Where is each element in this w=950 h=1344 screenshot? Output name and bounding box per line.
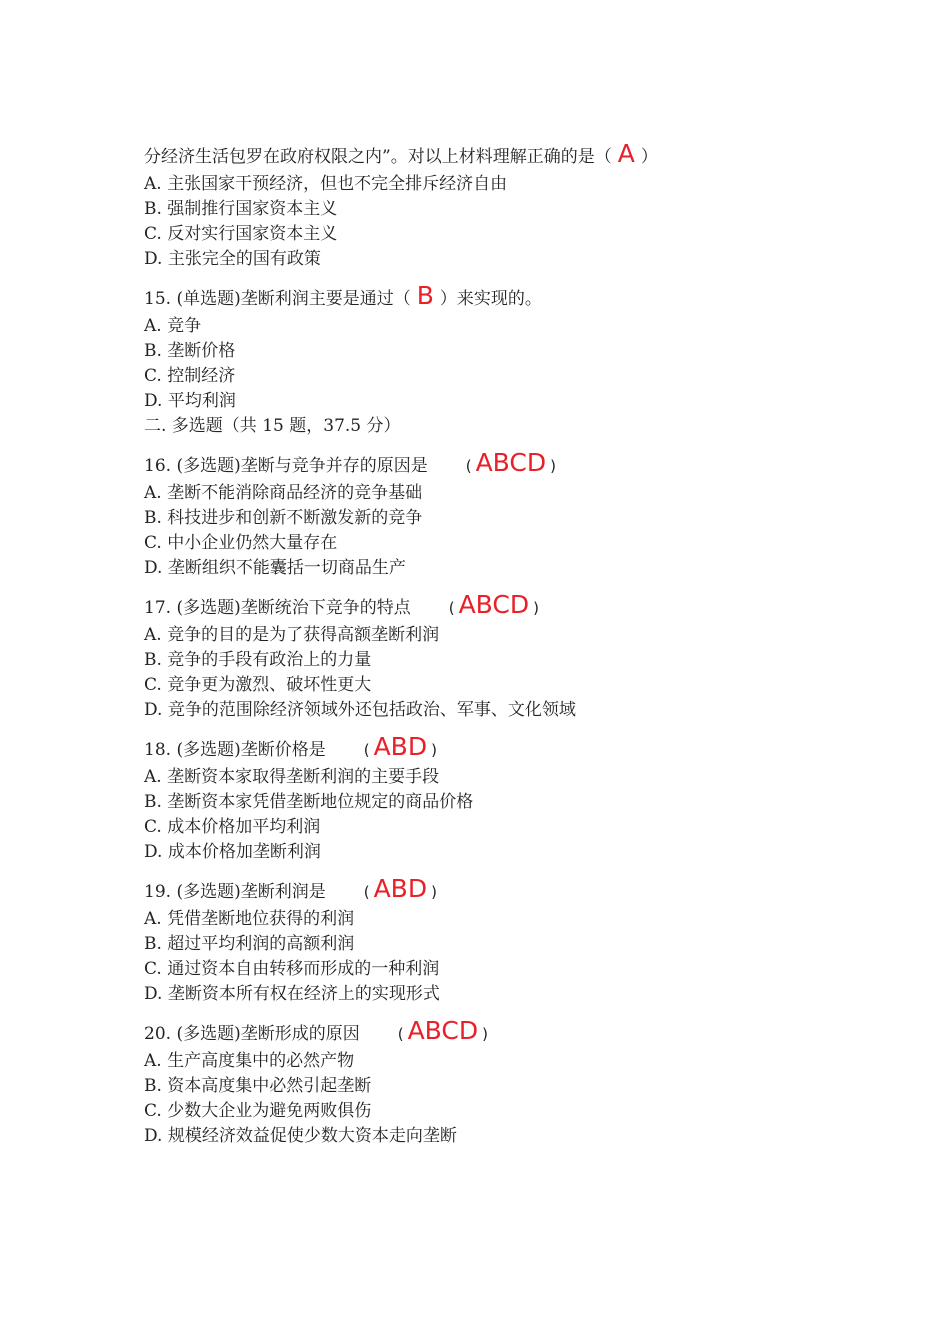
option-a: A. 垄断资本家取得垄断利润的主要手段 bbox=[144, 767, 440, 787]
answer-mark: ABD bbox=[373, 874, 428, 903]
answer-mark: ABCD bbox=[407, 1016, 479, 1045]
question-15-options bbox=[144, 314, 844, 414]
option-c: C. 反对实行国家资本主义 bbox=[144, 224, 338, 244]
option-b: B. 强制推行国家资本主义 bbox=[144, 199, 338, 219]
question-20-options bbox=[144, 1049, 844, 1149]
option-d: D. 主张完全的国有政策 bbox=[144, 249, 321, 269]
option-c: C. 竞争更为激烈、破坏性更大 bbox=[144, 675, 372, 695]
answer-open-paren: ( bbox=[363, 741, 370, 759]
question-stem-close: ） bbox=[640, 147, 658, 167]
question-18-options bbox=[144, 765, 844, 865]
answer-open-paren: ( bbox=[363, 883, 370, 901]
option-a: A. 垄断不能消除商品经济的竞争基础 bbox=[144, 483, 423, 503]
section-heading-multiple-choice: 二. 多选题（共 15 题，37.5 分） bbox=[144, 416, 401, 436]
question-stem-text: 20. (多选题)垄断形成的原因 bbox=[144, 1024, 360, 1044]
answer-open-paren: ( bbox=[448, 599, 455, 617]
answer-close-paren: ) bbox=[482, 1025, 488, 1043]
option-a: A. 主张国家干预经济，但也不完全排斥经济自由 bbox=[144, 174, 508, 194]
answer-open-paren: ( bbox=[465, 457, 472, 475]
option-d: D. 垄断组织不能囊括一切商品生产 bbox=[144, 558, 406, 578]
question-17-stem bbox=[144, 587, 844, 623]
answer-mark: A bbox=[617, 139, 635, 168]
option-d: D. 竞争的范围除经济领域外还包括政治、军事、文化领域 bbox=[144, 700, 576, 720]
question-18-stem bbox=[144, 729, 844, 765]
question-stem-text: 17. (多选题)垄断统治下竞争的特点 bbox=[144, 598, 411, 618]
question-stem-text: 16. (多选题)垄断与竞争并存的原因是 bbox=[144, 456, 428, 476]
option-b: B. 垄断资本家凭借垄断地位规定的商品价格 bbox=[144, 792, 474, 812]
question-stem-text: 分经济生活包罗在政府权限之内”。对以上材料理解正确的是（ bbox=[144, 147, 612, 167]
option-c: C. 少数大企业为避免两败俱伤 bbox=[144, 1101, 372, 1121]
question-17-options bbox=[144, 623, 844, 723]
answer-open-paren: ( bbox=[397, 1025, 404, 1043]
answer-mark: ABD bbox=[373, 732, 428, 761]
option-a: A. 竞争 bbox=[144, 316, 202, 336]
question-16-stem bbox=[144, 445, 844, 481]
option-c: C. 通过资本自由转移而形成的一种利润 bbox=[144, 959, 440, 979]
question-stem-text: 18. (多选题)垄断价格是 bbox=[144, 740, 326, 760]
question-14-stem bbox=[144, 136, 844, 172]
answer-close-paren: ) bbox=[431, 741, 437, 759]
option-d: D. 垄断资本所有权在经济上的实现形式 bbox=[144, 984, 440, 1004]
question-stem-text: 15. (单选题)垄断利润主要是通过（ bbox=[144, 289, 411, 309]
question-19-stem bbox=[144, 871, 844, 907]
answer-mark: ABCD bbox=[458, 590, 530, 619]
question-14-options bbox=[144, 172, 844, 272]
answer-mark: B bbox=[416, 281, 434, 310]
question-15-stem bbox=[144, 278, 844, 314]
option-b: B. 垄断价格 bbox=[144, 341, 236, 361]
option-b: B. 竞争的手段有政治上的力量 bbox=[144, 650, 372, 670]
option-d: D. 成本价格加垄断利润 bbox=[144, 842, 321, 862]
question-16-options bbox=[144, 481, 844, 581]
option-a: A. 凭借垄断地位获得的利润 bbox=[144, 909, 355, 929]
option-c: C. 中小企业仍然大量存在 bbox=[144, 533, 338, 553]
option-b: B. 超过平均利润的高额利润 bbox=[144, 934, 355, 954]
option-a: A. 竞争的目的是为了获得高额垄断利润 bbox=[144, 625, 440, 645]
answer-mark: ABCD bbox=[475, 448, 547, 477]
option-a: A. 生产高度集中的必然产物 bbox=[144, 1051, 355, 1071]
answer-close-paren: ) bbox=[533, 599, 539, 617]
question-20-stem bbox=[144, 1013, 844, 1049]
option-b: B. 资本高度集中必然引起垄断 bbox=[144, 1076, 372, 1096]
option-c: C. 控制经济 bbox=[144, 366, 236, 386]
option-d: D. 平均利润 bbox=[144, 391, 236, 411]
answer-close-paren: ) bbox=[550, 457, 556, 475]
question-stem-close: ）来实现的。 bbox=[439, 289, 542, 309]
question-19-options bbox=[144, 907, 844, 1007]
answer-close-paren: ) bbox=[431, 883, 437, 901]
option-d: D. 规模经济效益促使少数大资本走向垄断 bbox=[144, 1126, 457, 1146]
option-b: B. 科技进步和创新不断激发新的竞争 bbox=[144, 508, 423, 528]
question-list bbox=[144, 136, 844, 1149]
option-c: C. 成本价格加平均利润 bbox=[144, 817, 321, 837]
question-stem-text: 19. (多选题)垄断利润是 bbox=[144, 882, 326, 902]
